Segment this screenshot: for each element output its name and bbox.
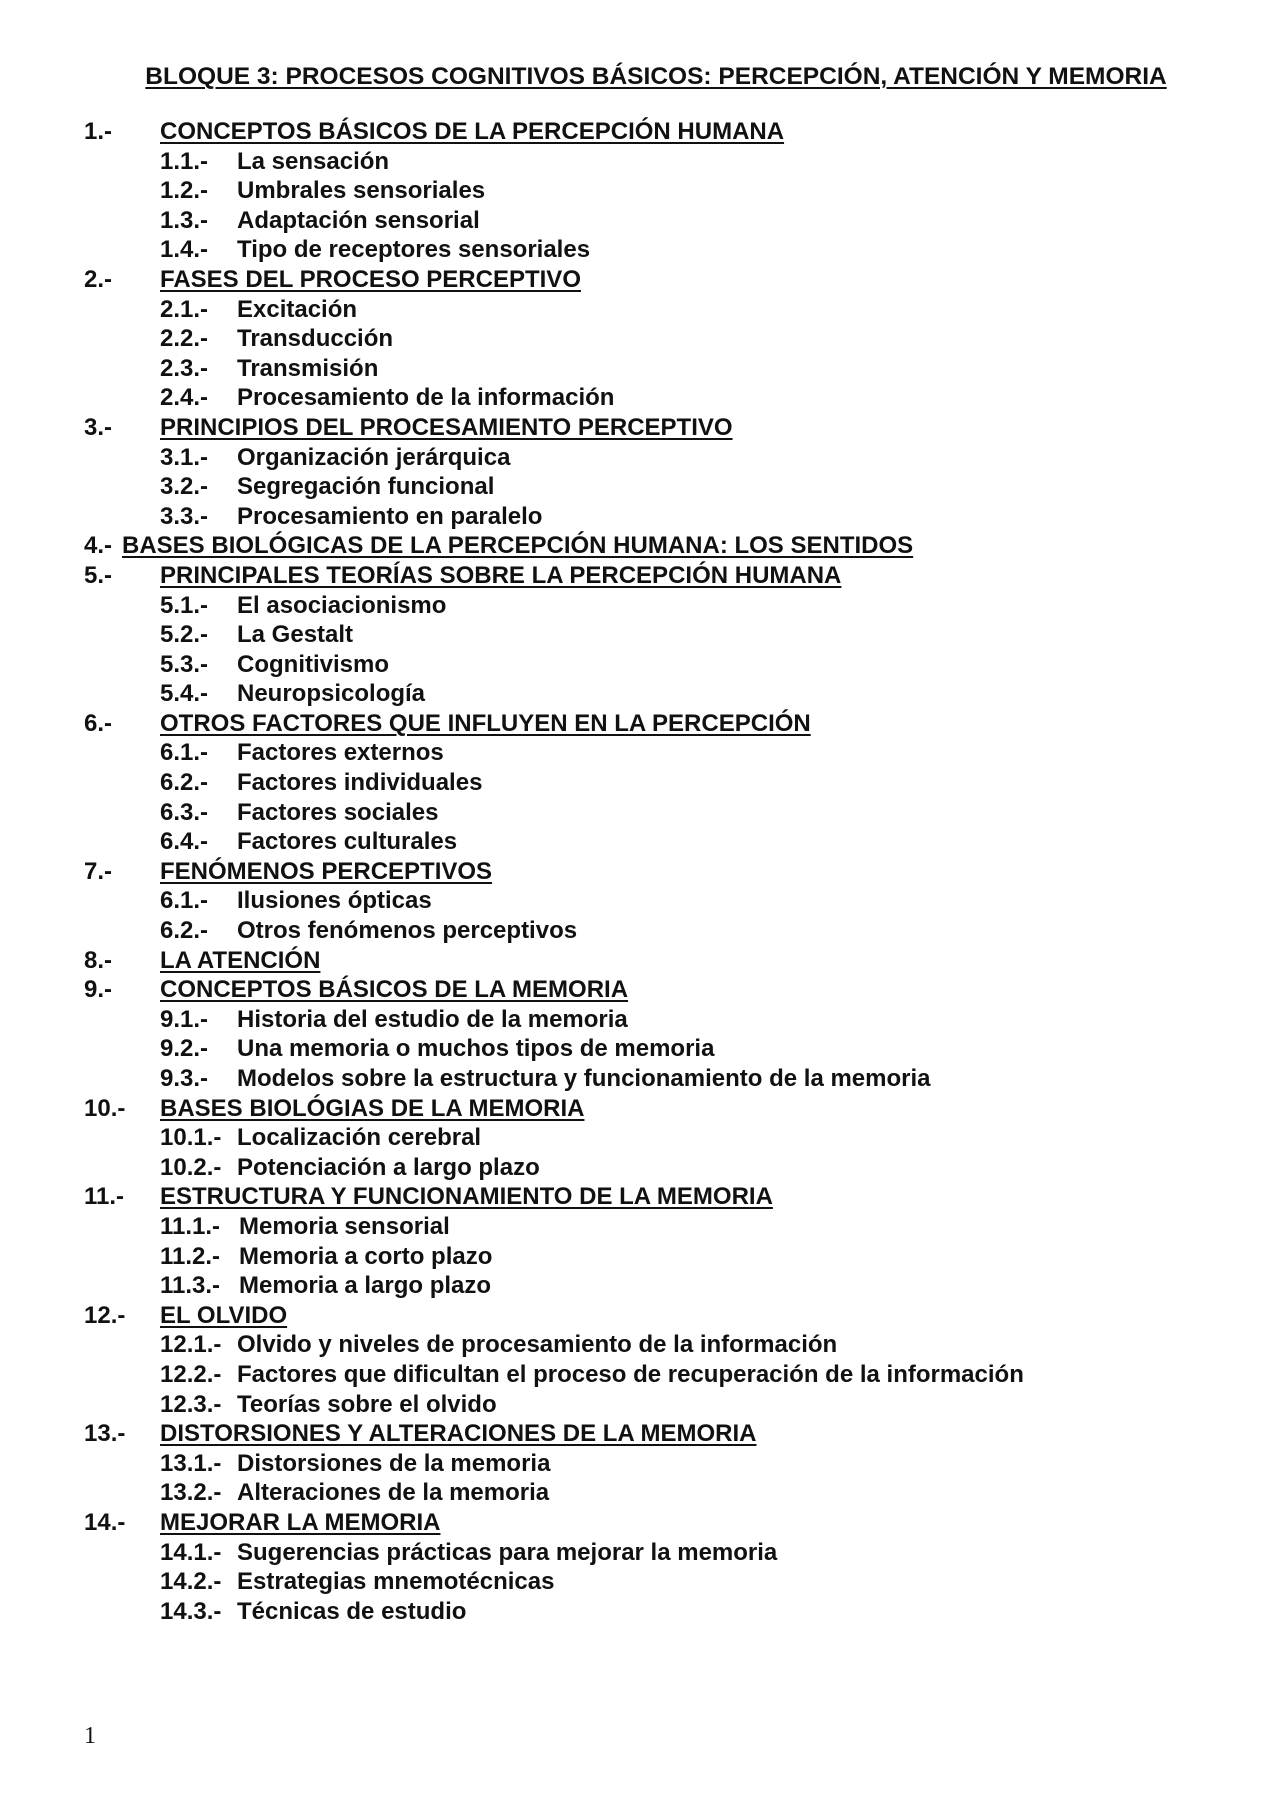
subsection-number: 11.1.-: [160, 1212, 221, 1240]
section-heading: BASES BIOLÓGICAS DE LA PERCEPCIÓN HUMANA: LOS SENTIDOS: [122, 532, 914, 560]
toc-subsection: [0, 443, 1280, 473]
document-title: BLOQUE 3: PROCESOS COGNITIVOS BÁSICOS: PERCEPCIÓN, ATENCIÓN Y MEMORIA: [145, 63, 1167, 90]
subsection-title: Factores sociales: [237, 798, 439, 826]
subsection-number: 1.4.-: [160, 236, 209, 264]
subsection-title: Organización jerárquica: [237, 443, 511, 471]
subsection-title: Umbrales sensoriales: [237, 177, 486, 205]
toc-subsection: [0, 679, 1280, 709]
toc-section-5: [0, 561, 1280, 591]
subsection-number: 9.2.-: [160, 1035, 209, 1063]
section-heading: LA ATENCIÓN: [160, 946, 321, 974]
toc-subsection: [0, 1212, 1280, 1242]
toc-section-8: [0, 946, 1280, 976]
section-heading: DISTORSIONES Y ALTERACIONES DE LA MEMORIA: [160, 1420, 757, 1448]
page-number: 1: [84, 1723, 96, 1749]
section-number: 9.-: [84, 976, 113, 1004]
section-heading: BASES BIOLÓGIAS DE LA MEMORIA: [160, 1094, 585, 1122]
section-number: 7.-: [84, 857, 113, 885]
toc-section-14: [0, 1508, 1280, 1538]
section-heading: OTROS FACTORES QUE INFLUYEN EN LA PERCEPCIÓN: [160, 709, 811, 737]
subsection-number: 9.1.-: [160, 1005, 209, 1033]
subsection-number: 14.1.-: [160, 1538, 222, 1566]
section-heading: PRINCIPIOS DEL PROCESAMIENTO PERCEPTIVO: [160, 413, 733, 441]
subsection-number: 9.3.-: [160, 1065, 209, 1092]
toc-subsection: [0, 1153, 1280, 1183]
section-heading: PRINCIPALES TEORÍAS SOBRE LA PERCEPCIÓN HUMANA: [160, 561, 842, 589]
subsection-number: 5.4.-: [160, 680, 209, 708]
toc-subsection: [0, 1034, 1280, 1064]
subsection-title: Tipo de receptores sensoriales: [237, 236, 591, 264]
subsection-title: Localización cerebral: [237, 1124, 482, 1152]
subsection-title: Ilusiones ópticas: [237, 887, 432, 915]
section-number: 14.-: [84, 1508, 126, 1536]
subsection-number: 6.1.-: [160, 739, 209, 767]
subsection-title: Transducción: [237, 325, 394, 353]
subsection-title: La sensación: [237, 147, 390, 175]
toc-subsection: [0, 206, 1280, 236]
subsection-number: 3.1.-: [160, 443, 209, 471]
subsection-number: 5.1.-: [160, 591, 209, 619]
toc-subsection: [0, 1242, 1280, 1272]
subsection-number: 11.3.-: [160, 1272, 221, 1300]
subsection-number: 14.2.-: [160, 1568, 222, 1596]
subsection-title: Memoria a corto plazo: [239, 1242, 493, 1270]
toc-subsection: [0, 1360, 1280, 1390]
toc-subsection: [0, 383, 1280, 413]
section-number: 5.-: [84, 561, 113, 589]
section-heading: FENÓMENOS PERCEPTIVOS: [160, 857, 493, 885]
toc-subsection: [0, 1597, 1280, 1627]
section-number: 13.-: [84, 1420, 126, 1448]
subsection-title: Distorsiones de la memoria: [237, 1449, 551, 1477]
subsection-title: Modelos sobre la estructura y funcionamiento de la memoria: [237, 1065, 931, 1092]
subsection-number: 6.1.-: [160, 887, 209, 915]
toc-subsection: [0, 1449, 1280, 1479]
toc-subsection: [0, 1330, 1280, 1360]
toc-subsection: [0, 354, 1280, 384]
toc-section-10: [0, 1094, 1280, 1124]
subsection-title: Estrategias mnemotécnicas: [237, 1568, 555, 1596]
toc-subsection: [0, 295, 1280, 325]
section-number: 12.-: [84, 1301, 126, 1329]
section-number: 8.-: [84, 946, 113, 974]
toc-subsection: [0, 591, 1280, 621]
subsection-number: 10.2.-: [160, 1153, 222, 1181]
toc-subsection: [0, 235, 1280, 265]
subsection-title: Olvido y niveles de procesamiento de la información: [237, 1331, 838, 1359]
subsection-number: 5.2.-: [160, 621, 209, 649]
subsection-title: Procesamiento de la información: [237, 384, 615, 412]
subsection-number: 13.1.-: [160, 1449, 222, 1477]
toc-section-1: [0, 117, 1280, 147]
toc-section-4: [0, 531, 1280, 561]
toc-subsection: [0, 324, 1280, 354]
subsection-number: 12.1.-: [160, 1331, 222, 1359]
subsection-number: 3.3.-: [160, 502, 209, 530]
toc-section-7: [0, 857, 1280, 887]
section-heading: FASES DEL PROCESO PERCEPTIVO: [160, 265, 581, 293]
toc-subsection: [0, 1567, 1280, 1597]
toc-subsection: [0, 768, 1280, 798]
toc-subsection: [0, 1538, 1280, 1568]
toc-subsection: [0, 1123, 1280, 1153]
subsection-number: 12.2.-: [160, 1360, 222, 1388]
subsection-title: Segregación funcional: [237, 473, 495, 501]
section-heading: EL OLVIDO: [160, 1301, 288, 1329]
toc-subsection: [0, 620, 1280, 650]
section-number: 10.-: [84, 1094, 126, 1122]
toc-section-11: [0, 1182, 1280, 1212]
toc-section-13: [0, 1419, 1280, 1449]
subsection-number: 6.3.-: [160, 798, 209, 826]
toc-subsection: [0, 916, 1280, 946]
toc-subsection: [0, 1478, 1280, 1508]
toc-subsection: [0, 886, 1280, 916]
subsection-number: 2.1.-: [160, 295, 209, 323]
subsection-title: Técnicas de estudio: [237, 1597, 467, 1625]
section-heading: CONCEPTOS BÁSICOS DE LA PERCEPCIÓN HUMANA: [160, 118, 785, 145]
subsection-title: Factores culturales: [237, 828, 458, 856]
toc-subsection: [0, 502, 1280, 532]
section-number: 3.-: [84, 413, 113, 441]
toc-section-12: [0, 1301, 1280, 1331]
section-heading: ESTRUCTURA Y FUNCIONAMIENTO DE LA MEMORIA: [160, 1183, 773, 1211]
toc-subsection: [0, 650, 1280, 680]
subsection-title: Transmisión: [237, 354, 379, 382]
toc-subsection: [0, 1005, 1280, 1035]
subsection-title: Sugerencias prácticas para mejorar la memoria: [237, 1538, 778, 1566]
toc-section-6: [0, 709, 1280, 739]
subsection-number: 5.3.-: [160, 650, 209, 678]
toc-subsection: [0, 798, 1280, 828]
toc-section-2: [0, 265, 1280, 295]
subsection-number: 1.1.-: [160, 147, 209, 175]
subsection-number: 13.2.-: [160, 1479, 222, 1507]
subsection-title: Memoria a largo plazo: [239, 1272, 492, 1300]
subsection-title: Cognitivismo: [237, 650, 390, 678]
section-number: 2.-: [84, 265, 113, 293]
subsection-title: Factores que dificultan el proceso de recuperación de la información: [237, 1360, 1024, 1388]
toc-subsection: [0, 1271, 1280, 1301]
subsection-number: 2.3.-: [160, 354, 209, 382]
section-number: 11.-: [84, 1183, 125, 1211]
toc-section-9: [0, 975, 1280, 1005]
subsection-title: Alteraciones de la memoria: [237, 1479, 550, 1507]
toc-subsection: [0, 1390, 1280, 1420]
subsection-title: Factores externos: [237, 739, 444, 767]
section-number: 1.-: [84, 118, 113, 145]
section-number: 4.-: [84, 532, 113, 560]
subsection-title: Adaptación sensorial: [237, 206, 480, 234]
subsection-number: 2.2.-: [160, 325, 209, 353]
toc-subsection: [0, 1064, 1280, 1094]
subsection-number: 6.4.-: [160, 828, 209, 856]
toc-subsection: [0, 147, 1280, 177]
table-of-contents: [0, 117, 1280, 1626]
subsection-number: 6.2.-: [160, 917, 209, 945]
subsection-title: Excitación: [237, 295, 358, 323]
subsection-title: Una memoria o muchos tipos de memoria: [237, 1035, 715, 1063]
subsection-title: Factores individuales: [237, 769, 483, 797]
toc-subsection: [0, 176, 1280, 206]
subsection-number: 3.2.-: [160, 473, 209, 501]
subsection-title: Potenciación a largo plazo: [237, 1153, 540, 1181]
subsection-title: Neuropsicología: [237, 680, 426, 708]
toc-subsection: [0, 827, 1280, 857]
section-heading: MEJORAR LA MEMORIA: [160, 1508, 441, 1536]
subsection-number: 11.2.-: [160, 1242, 221, 1270]
subsection-title: Memoria sensorial: [239, 1212, 450, 1240]
subsection-title: Historia del estudio de la memoria: [237, 1005, 628, 1033]
subsection-title: Otros fenómenos perceptivos: [237, 917, 578, 945]
toc-subsection: [0, 472, 1280, 502]
subsection-number: 1.3.-: [160, 206, 209, 234]
subsection-number: 6.2.-: [160, 769, 209, 797]
section-heading: CONCEPTOS BÁSICOS DE LA MEMORIA: [160, 976, 629, 1004]
section-number: 6.-: [84, 709, 113, 737]
subsection-number: 14.3.-: [160, 1597, 222, 1625]
toc-subsection: [0, 738, 1280, 768]
subsection-title: La Gestalt: [237, 621, 354, 649]
subsection-number: 2.4.-: [160, 384, 209, 412]
subsection-title: El asociacionismo: [237, 591, 447, 619]
toc-section-3: [0, 413, 1280, 443]
subsection-number: 12.3.-: [160, 1390, 222, 1418]
subsection-title: Teorías sobre el olvido: [237, 1390, 497, 1418]
subsection-number: 1.2.-: [160, 177, 209, 205]
subsection-title: Procesamiento en paralelo: [237, 502, 543, 530]
subsection-number: 10.1.-: [160, 1124, 222, 1152]
